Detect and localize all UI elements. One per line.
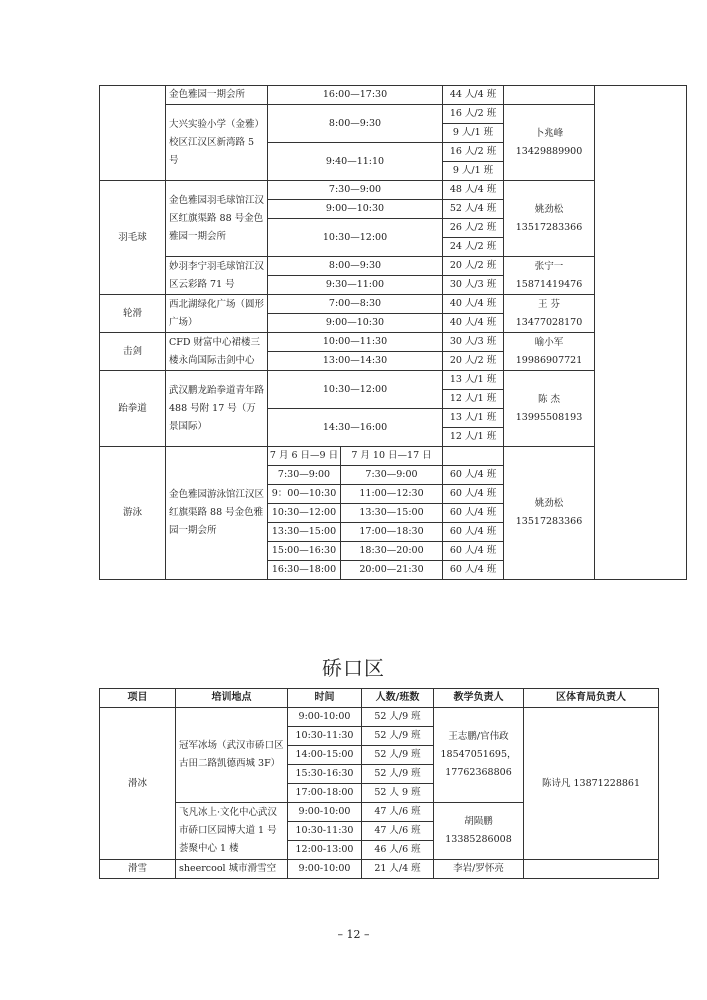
- count-cell: 13 人/1 班: [443, 409, 504, 428]
- time-cell: 10:30-11:30: [288, 727, 362, 746]
- time-cell: 16:30—18:00: [268, 561, 341, 580]
- time-cell: 10:30—12:00: [268, 219, 443, 257]
- teacher-cell: 胡陨鹏 13385286008: [434, 803, 524, 860]
- time-cell: 10:00—11:30: [268, 333, 443, 352]
- teacher-cell: 王志鹏/官伟政 18547051695，17762368806: [434, 708, 524, 803]
- venue-cell: 金色雅园游泳馆江汉区红旗渠路 88 号金色雅园一期会所: [166, 447, 268, 580]
- header-district-contact: 区体育局负责人: [524, 689, 659, 708]
- contact-cell: 卜兆峰 13429889900: [504, 105, 595, 181]
- time-cell: 15:00—16:30: [268, 542, 341, 561]
- venue-cell: 武汉鹏龙跆拳道青年路 488 号附 17 号（万景国际）: [166, 371, 268, 447]
- contact-cell: 姚劲松 13517283366: [504, 181, 595, 257]
- count-cell: 60 人/4 班: [443, 523, 504, 542]
- time-cell: 13:30—15:00: [268, 523, 341, 542]
- count-cell: 13 人/1 班: [443, 371, 504, 390]
- contact-cell: 陈 杰 13995508193: [504, 371, 595, 447]
- count-cell: 20 人/2 班: [443, 352, 504, 371]
- time-cell: 10:30-11:30: [288, 822, 362, 841]
- count-cell: 21 人/4 班: [362, 860, 434, 879]
- venue-cell: sheercool 城市滑雪空: [176, 860, 288, 879]
- sport-cell: 跆拳道: [100, 371, 166, 447]
- contact-cell: [504, 86, 595, 105]
- count-cell: 9 人/1 班: [443, 124, 504, 143]
- time-cell: 7:30—9:00: [268, 181, 443, 200]
- venue-cell: CFD 财富中心裙楼三楼永尚国际击剑中心: [166, 333, 268, 371]
- count-cell: 60 人/4 班: [443, 485, 504, 504]
- venue-cell: 大兴实验小学（金雅）校区江汉区新湾路 5 号: [166, 105, 268, 181]
- count-cell: 44 人/4 班: [443, 86, 504, 105]
- count-cell: 46 人/6 班: [362, 841, 434, 860]
- count-cell: 9 人/1 班: [443, 162, 504, 181]
- time-cell: 8:00—9:30: [268, 257, 443, 276]
- time-cell: 12:00-13:00: [288, 841, 362, 860]
- count-cell: 12 人/1 班: [443, 390, 504, 409]
- page-number: – 12 –: [337, 928, 370, 941]
- count-cell: 16 人/2 班: [443, 105, 504, 124]
- count-cell: 52 人/9 班: [362, 746, 434, 765]
- time-cell: 9:00-10:00: [288, 708, 362, 727]
- count-cell: [443, 447, 504, 466]
- count-cell: 47 人/6 班: [362, 803, 434, 822]
- count-cell: 52 人/9 班: [362, 727, 434, 746]
- time-cell: 14:00-15:00: [288, 746, 362, 765]
- schedule-table-continued: [99, 85, 687, 580]
- time-cell: 9:40—11:10: [268, 143, 443, 181]
- venue-cell: 西北湖绿化广场（圆形广场）: [166, 295, 268, 333]
- sport-cell: 滑雪: [100, 860, 176, 879]
- count-cell: 40 人/4 班: [443, 314, 504, 333]
- sport-cell: 游泳: [100, 447, 166, 580]
- district-contact-cell: 陈诗凡 13871228861: [524, 708, 659, 860]
- venue-cell: 飞凡冰上·文化中心武汉市硚口区园博大道 1 号荟聚中心 1 楼: [176, 803, 288, 860]
- header-time: 时间: [288, 689, 362, 708]
- time-cell: 7:30—9:00: [341, 466, 443, 485]
- time-cell: 10:30—12:00: [268, 371, 443, 409]
- period-header: 7 月 10 日—17 日: [341, 447, 443, 466]
- count-cell: 16 人/2 班: [443, 143, 504, 162]
- header-count: 人数/班数: [362, 689, 434, 708]
- sport-cell: 击剑: [100, 333, 166, 371]
- section-title: 硚口区: [322, 656, 385, 680]
- header-teacher: 教学负责人: [434, 689, 524, 708]
- time-cell: 8:00—9:30: [268, 105, 443, 143]
- time-cell: 9:00-10:00: [288, 860, 362, 879]
- time-cell: 11:00—12:30: [341, 485, 443, 504]
- time-cell: 13:30—15:00: [341, 504, 443, 523]
- count-cell: 60 人/4 班: [443, 561, 504, 580]
- contact-cell: 王 芬 13477028170: [504, 295, 595, 333]
- time-cell: 15:30-16:30: [288, 765, 362, 784]
- contact-cell: 喻小军 19986907721: [504, 333, 595, 371]
- district-contact-cell: [595, 86, 687, 580]
- count-cell: 26 人/2 班: [443, 219, 504, 238]
- time-cell: 13:00—14:30: [268, 352, 443, 371]
- time-cell: 10:30—12:00: [268, 504, 341, 523]
- count-cell: 60 人/4 班: [443, 504, 504, 523]
- count-cell: 12 人/1 班: [443, 428, 504, 447]
- count-cell: 40 人/4 班: [443, 295, 504, 314]
- sport-cell-blank: [100, 86, 166, 181]
- time-cell: 18:30—20:00: [341, 542, 443, 561]
- time-cell: 16:00—17:30: [268, 86, 443, 105]
- count-cell: 20 人/2 班: [443, 257, 504, 276]
- count-cell: 52 人/4 班: [443, 200, 504, 219]
- time-cell: 9:00—10:30: [268, 314, 443, 333]
- contact-cell: 姚劲松 13517283366: [504, 447, 595, 580]
- sport-cell: 羽毛球: [100, 181, 166, 295]
- time-cell: 7:00—8:30: [268, 295, 443, 314]
- count-cell: 60 人/4 班: [443, 542, 504, 561]
- time-cell: 17:00-18:00: [288, 784, 362, 803]
- venue-cell: 妙羽李宁羽毛球馆江汉区云彩路 71 号: [166, 257, 268, 295]
- venue-cell: 金色雅园羽毛球馆江汉区红旗渠路 88 号金色雅园一期会所: [166, 181, 268, 257]
- venue-cell: 金色雅园一期会所: [166, 86, 268, 105]
- count-cell: 24 人/2 班: [443, 238, 504, 257]
- count-cell: 60 人/4 班: [443, 466, 504, 485]
- time-cell: 9：00—10:30: [268, 485, 341, 504]
- count-cell: 30 人/3 班: [443, 276, 504, 295]
- count-cell: 52 人 9 班: [362, 784, 434, 803]
- time-cell: 9:30—11:00: [268, 276, 443, 295]
- time-cell: 14:30—16:00: [268, 409, 443, 447]
- count-cell: 52 人/9 班: [362, 765, 434, 784]
- time-cell: 9:00—10:30: [268, 200, 443, 219]
- contact-cell: 张宁一 15871419476: [504, 257, 595, 295]
- header-venue: 培训地点: [176, 689, 288, 708]
- count-cell: 47 人/6 班: [362, 822, 434, 841]
- venue-cell: 冠军冰场（武汉市硚口区古田二路凯德西城 3F）: [176, 708, 288, 803]
- header-sport: 项目: [100, 689, 176, 708]
- count-cell: 52 人/9 班: [362, 708, 434, 727]
- time-cell: 17:00—18:30: [341, 523, 443, 542]
- period-header: 7 月 6 日—9 日: [268, 447, 341, 466]
- district-contact-cell: [524, 860, 659, 879]
- sport-cell: 轮滑: [100, 295, 166, 333]
- count-cell: 30 人/3 班: [443, 333, 504, 352]
- qiaokou-schedule-table: [99, 688, 659, 879]
- teacher-cell: 李岩/罗怀亮: [434, 860, 524, 879]
- count-cell: 48 人/4 班: [443, 181, 504, 200]
- time-cell: 9:00-10:00: [288, 803, 362, 822]
- time-cell: 7:30—9:00: [268, 466, 341, 485]
- sport-cell: 滑冰: [100, 708, 176, 860]
- time-cell: 20:00—21:30: [341, 561, 443, 580]
